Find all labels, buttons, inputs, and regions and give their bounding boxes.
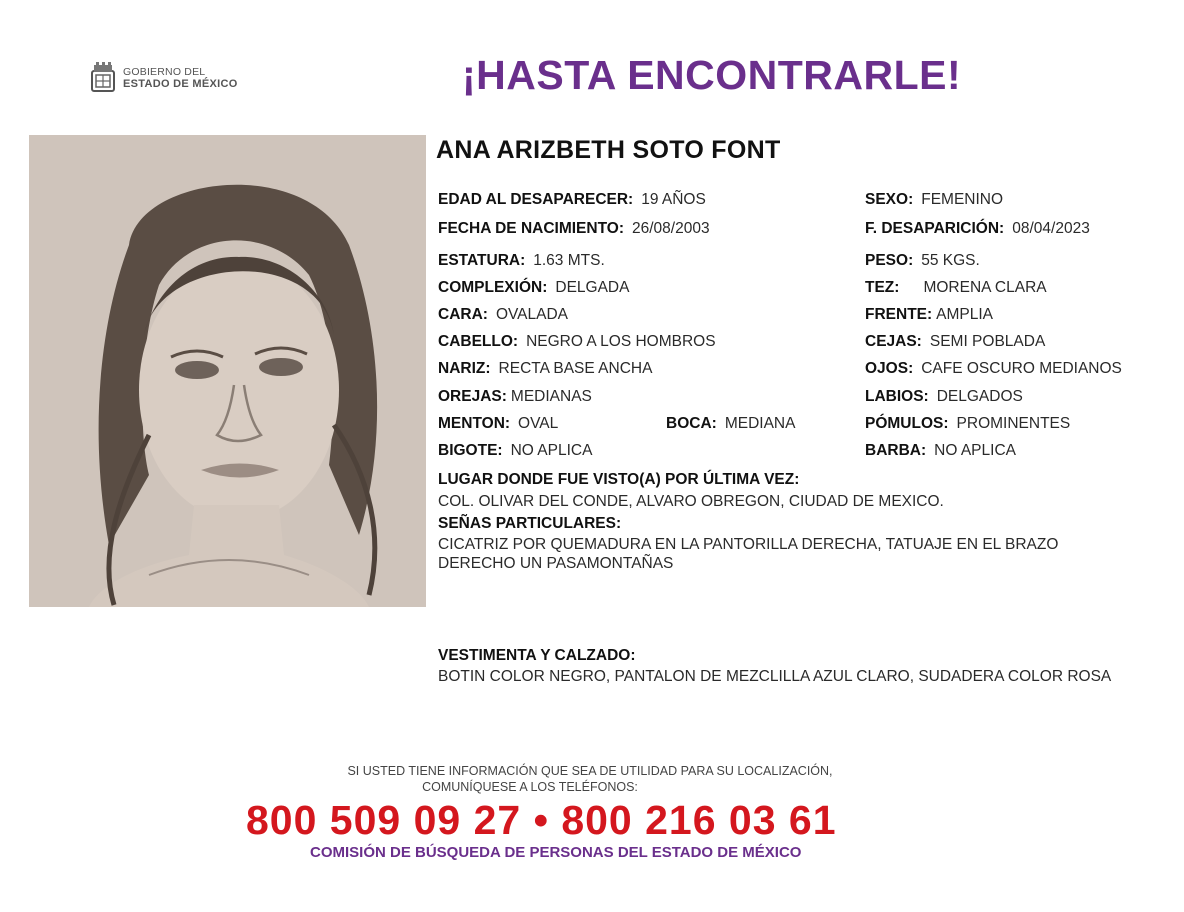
field-menton [438, 415, 558, 433]
field-nariz-value: RECTA BASE ANCHA [498, 360, 653, 377]
logo-line-2: ESTADO DE MÉXICO [123, 78, 238, 90]
field-estatura [438, 252, 605, 270]
field-cabello [438, 333, 716, 351]
field-complexion [438, 279, 629, 297]
field-orejas-value: MEDIANAS [510, 388, 592, 405]
field-cara-label: CARA: [438, 306, 488, 323]
field-peso-label: PESO: [865, 252, 914, 269]
field-frente [865, 306, 993, 324]
field-nariz [438, 360, 652, 378]
field-ojos-value: CAFE OSCURO MEDIANOS [921, 360, 1122, 377]
field-estatura-label: ESTATURA: [438, 252, 526, 269]
field-cabello-label: CABELLO: [438, 333, 519, 350]
field-nariz-label: NARIZ: [438, 360, 491, 377]
field-boca [666, 415, 795, 433]
last-seen-text: COL. OLIVAR DEL CONDE, ALVARO OBREGON, CIUDAD DE MEXICO. [438, 493, 944, 510]
commission-name: COMISIÓN DE BÚSQUEDA DE PERSONAS DEL ESTADO DE MÉXICO [310, 844, 802, 861]
field-orejas [438, 388, 592, 406]
person-name: ANA ARIZBETH SOTO FONT [436, 136, 781, 164]
field-menton-label: MENTON: [438, 415, 511, 432]
footer-note-1: SI USTED TIENE INFORMACIÓN QUE SEA DE UTILIDAD PARA SU LOCALIZACIÓN, [347, 764, 833, 778]
field-pomulos-value: PROMINENTES [956, 415, 1071, 432]
field-nacimiento-value: 26/08/2003 [632, 220, 710, 237]
field-peso-value: 55 KGS. [921, 252, 980, 269]
field-peso [865, 252, 980, 270]
logo-line-1: GOBIERNO DEL [123, 66, 206, 78]
field-tez-value: MORENA CLARA [923, 279, 1047, 296]
field-cejas-value: SEMI POBLADA [929, 333, 1046, 350]
field-nacimiento-label: FECHA DE NACIMIENTO: [438, 220, 624, 237]
field-estatura-value: 1.63 MTS. [533, 252, 605, 269]
field-nacimiento [438, 220, 710, 238]
person-photo [29, 135, 426, 607]
clothing-text: BOTIN COLOR NEGRO, PANTALON DE MEZCLILLA AZUL CLARO, SUDADERA COLOR ROSA [438, 668, 1112, 685]
field-sexo-value: FEMENINO [921, 191, 1004, 208]
field-edad-label: EDAD AL DESAPARECER: [438, 191, 634, 208]
field-orejas-label: OREJAS: [438, 388, 507, 405]
field-cara-value: OVALADA [495, 306, 569, 323]
field-bigote-label: BIGOTE: [438, 442, 503, 459]
field-desaparicion-value: 08/04/2023 [1012, 220, 1090, 237]
field-frente-value: AMPLIA [936, 306, 994, 323]
field-edad-value: 19 AÑOS [641, 191, 706, 208]
field-cejas [865, 333, 1045, 351]
marks-text: CICATRIZ POR QUEMADURA EN LA PANTORILLA DERECHA, TATUAJE EN EL BRAZO DERECHO UN PASAMONTAÑAS [438, 536, 1059, 572]
clothing-heading: VESTIMENTA Y CALZADO: [438, 647, 636, 664]
field-edad [438, 191, 706, 209]
field-labios-value: DELGADOS [936, 388, 1023, 405]
field-cabello-value: NEGRO A LOS HOMBROS [526, 333, 716, 350]
field-frente-label: FRENTE: [865, 306, 933, 323]
field-ojos-label: OJOS: [865, 360, 914, 377]
field-barba-label: BARBA: [865, 442, 927, 459]
field-ojos [865, 360, 1122, 378]
field-cejas-label: CEJAS: [865, 333, 922, 350]
field-menton-value: OVAL [518, 415, 559, 432]
field-tez [865, 279, 1047, 297]
coat-of-arms-icon [88, 61, 118, 95]
field-barba-value: NO APLICA [934, 442, 1016, 459]
footer-note-2: COMUNÍQUESE A LOS TELÉFONOS: [422, 780, 638, 794]
last-seen-heading: LUGAR DONDE FUE VISTO(A) POR ÚLTIMA VEZ: [438, 471, 800, 488]
banner-title: ¡HASTA ENCONTRARLE! [462, 52, 962, 98]
field-complexion-value: DELGADA [555, 279, 630, 296]
field-pomulos [865, 415, 1070, 433]
field-tez-label: TEZ: [865, 279, 900, 296]
phone-numbers: 800 509 09 27 • 800 216 03 61 [246, 797, 837, 843]
field-boca-label: BOCA: [666, 415, 717, 432]
field-sexo [865, 191, 1003, 209]
government-logo [88, 61, 238, 95]
field-bigote [438, 442, 592, 460]
field-sexo-label: SEXO: [865, 191, 914, 208]
field-bigote-value: NO APLICA [510, 442, 593, 459]
field-boca-value: MEDIANA [724, 415, 796, 432]
field-barba [865, 442, 1016, 460]
marks-heading: SEÑAS PARTICULARES: [438, 515, 622, 532]
field-desaparicion [865, 220, 1090, 238]
field-pomulos-label: PÓMULOS: [865, 415, 949, 432]
field-labios-label: LABIOS: [865, 388, 929, 405]
field-labios [865, 388, 1023, 406]
field-complexion-label: COMPLEXIÓN: [438, 279, 548, 296]
field-desaparicion-label: F. DESAPARICIÓN: [865, 220, 1005, 237]
field-cara [438, 306, 568, 324]
